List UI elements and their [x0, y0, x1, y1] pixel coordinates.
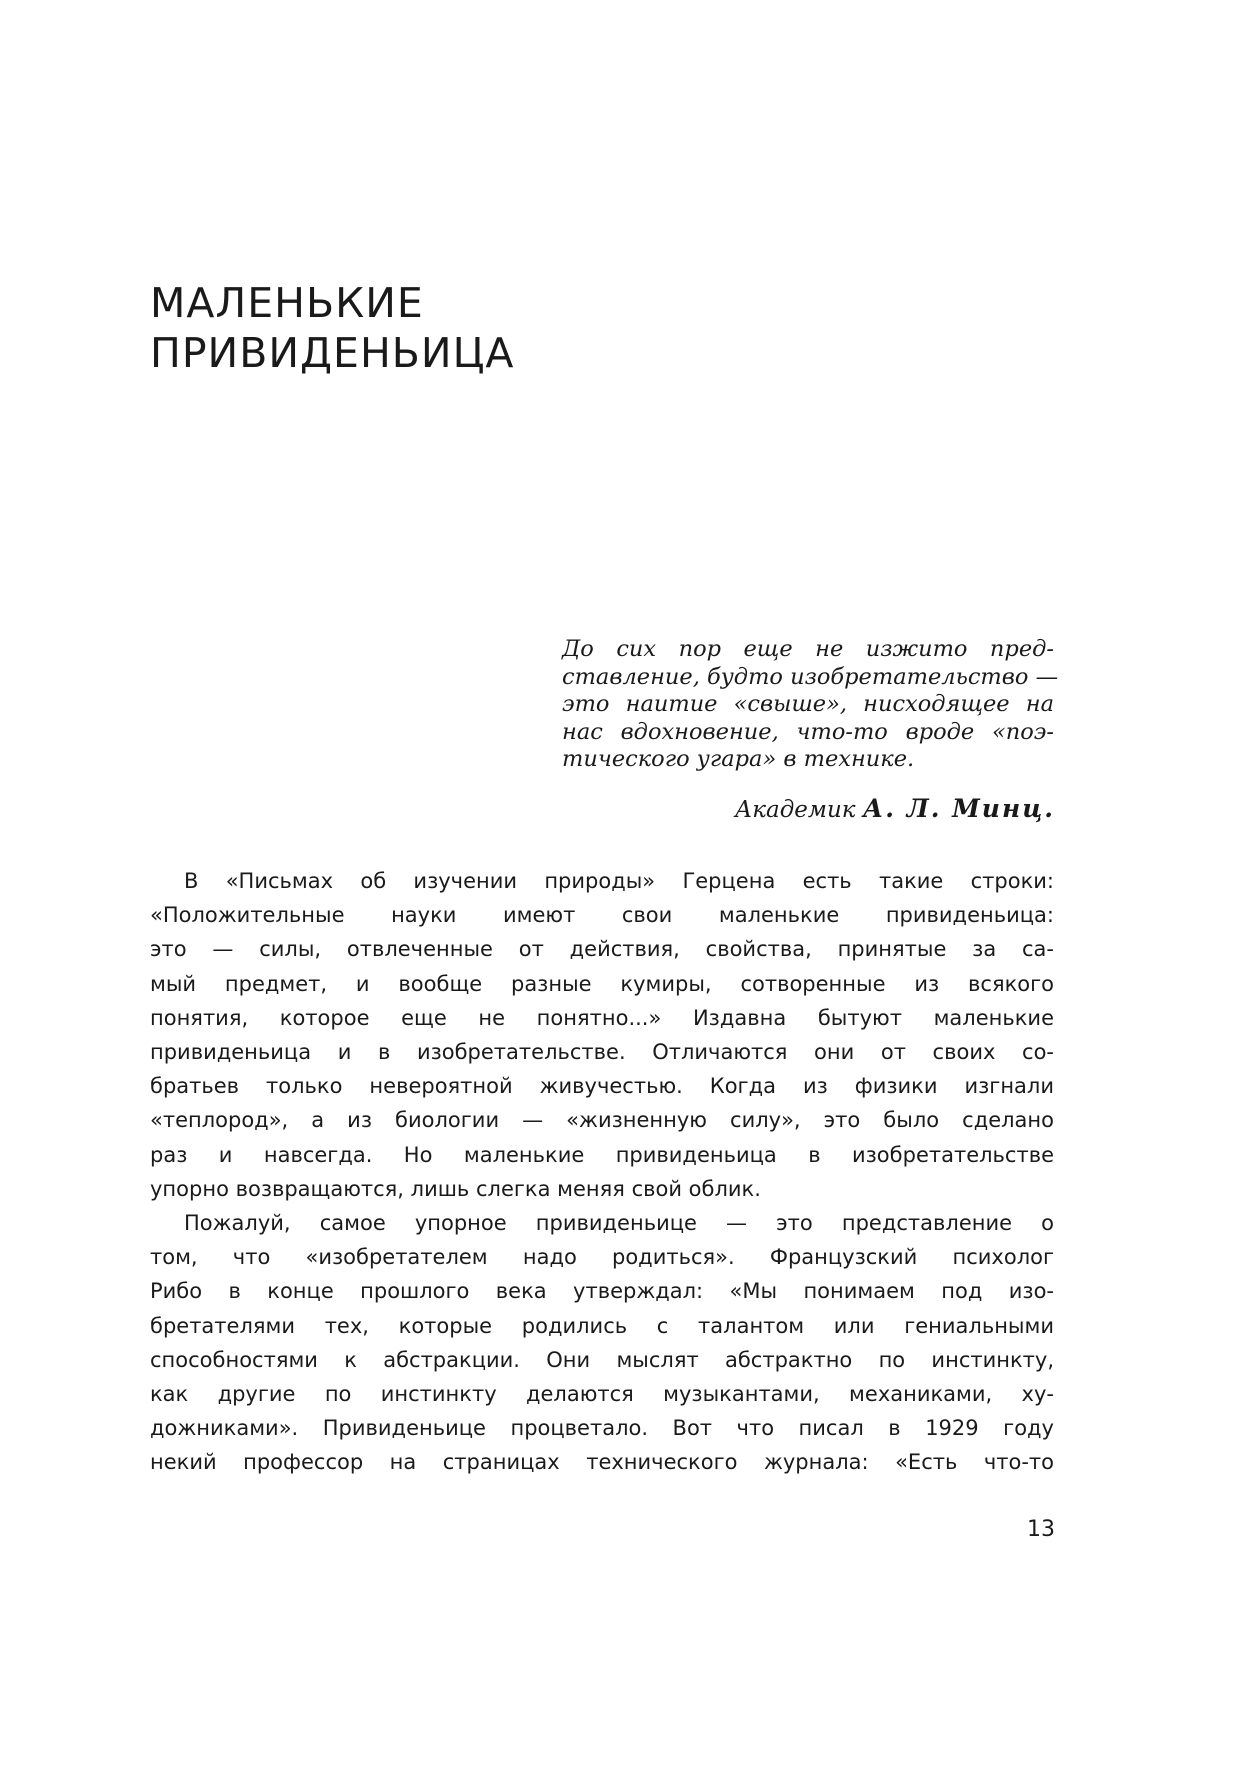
- body-line: Рибо в конце прошлого века утверждал: «Мы понимаем под изо-: [150, 1279, 1054, 1304]
- epigraph-line: нас вдохновение, что-то вроде «поэ-: [562, 718, 1054, 745]
- attribution-author: А. Л. Минц.: [862, 794, 1055, 823]
- epigraph-line: это наитие «свыше», нисходящее на: [562, 691, 1054, 717]
- epigraph: [562, 636, 1059, 774]
- body-line: это — силы, отвлеченные от действия, свойства, принятые за са-: [150, 937, 1054, 962]
- chapter-title: [150, 278, 514, 378]
- body-line: бретателями тех, которые родились с талантом или гениальными: [150, 1313, 1054, 1338]
- body-line: дожниками». Привиденьице процветало. Вот что писал в 1929 году: [150, 1416, 1054, 1441]
- page-number: 13: [1027, 1517, 1055, 1542]
- chapter-title-line: МАЛЕНЬКИЕ: [150, 279, 424, 327]
- body-line: В «Письмах об изучении природы» Герцена есть такие строки:: [184, 869, 1054, 893]
- body-line: «Положительные науки имеют свои маленькие привиденьица:: [150, 903, 1054, 928]
- body-line: «теплород», а из биологии — «жизненную силу», это было сделано: [150, 1108, 1054, 1133]
- body-line: раз и навсегда. Но маленькие привиденьица в изобретательстве: [150, 1142, 1054, 1167]
- body-text: [150, 864, 1054, 1480]
- body-line: братьев только невероятной живучестью. Когда из физики изгнали: [150, 1074, 1054, 1099]
- epigraph-attribution: [562, 794, 1055, 825]
- body-line: упорно возвращаются, лишь слегка меняя свой облик.: [150, 1176, 761, 1201]
- body-line: способностями к абстракции. Они мыслят абстрактно по инстинкту,: [150, 1347, 1054, 1372]
- epigraph-line: До сих пор еще не изжито пред-: [562, 636, 1054, 662]
- body-line: некий профессор на страницах технического журнала: «Есть что-то: [150, 1450, 1054, 1475]
- body-line: понятия, которое еще не понятно...» Издавна бытуют маленькие: [150, 1005, 1054, 1030]
- body-line: мый предмет, и вообще разные кумиры, сотворенные из всякого: [150, 971, 1054, 996]
- attribution-prefix: Академик: [734, 797, 856, 823]
- body-line: том, что «изобретателем надо родиться». Французский психолог: [150, 1245, 1054, 1270]
- body-line: Пожалуй, самое упорное привиденьице — это представление о: [184, 1211, 1054, 1236]
- epigraph-line: ставление, будто изобретательство —: [562, 663, 1059, 690]
- body-line: как другие по инстинкту делаются музыкантами, механиками, ху-: [150, 1382, 1054, 1407]
- epigraph-line: тического угара» в технике.: [562, 746, 915, 772]
- chapter-title-line: ПРИВИДЕНЬИЦА: [150, 329, 515, 377]
- body-line: привиденьица и в изобретательстве. Отличаются они от своих со-: [150, 1040, 1054, 1065]
